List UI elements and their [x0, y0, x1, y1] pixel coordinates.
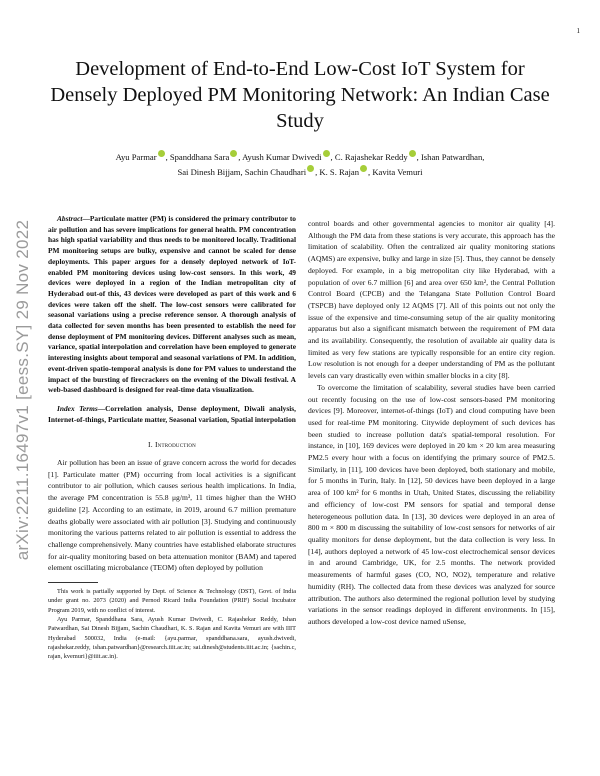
right-column [308, 218, 555, 628]
author-name: Ishan Patwardhan, [420, 152, 485, 162]
orcid-icon[interactable] [409, 150, 416, 157]
funding-footnote: This work is partially supported by Dept. of Science & Technology (DST), Govt. of India under grant no. 2073 (2020) and Pernod Ricard India Foundation (PRIF) Social Incubator Program 2019, with no conflict of interest. [48, 588, 296, 614]
affiliation-footnote: Ayu Parmar, Spanddhana Sara, Ayush Kumar Dwivedi, C. Rajashekar Reddy, Ishan Patwardhan, Sai Dinesh Bijjam, Sachin Chaudhari, K. S. Rajan and Kavita Vemuri are with IIIT Hyderabad 500032, India (e-mail: {ayu.parmar, spanddhana.sara, ayush.dwivedi, rajashekar.reddy, ishan.patwardhan}@research.iiit.ac.in; sai.dinesh@students.iiit.ac.in; {sachin.c, rajan, kvemuri}@iiit.ac.in). [48, 615, 296, 661]
section-title: Introduction [154, 440, 196, 450]
author-name: Ayush Kumar Dwivedi [242, 152, 322, 162]
author-name: C. Rajashekar Reddy [334, 152, 408, 162]
page-number: 1 [576, 27, 580, 35]
section-heading-introduction [48, 439, 296, 451]
author-name: K. S. Rajan [319, 167, 360, 177]
intro-paragraph: Air pollution has been an issue of grave concern across the world for decades [1]. Particulate matter (PM) occurring from local activities is a significant contributor to air pollution, which causes serious health implications. In India, the average PM concentration is 55.8 μg/m³, 11 times higher than the WHO guideline [2]. According to an estimate, in 2019, around 6.7 million premature deaths globally were associated with air pollution [3]. Studying and continuously monitoring the various patterns related to air pollution is essential to address the challenge comprehensively. Many countries have established elaborate structures for air-quality monitoring based on beta attenuation monitor (BAM) and tapered element oscillating microbalance (TEOM) often deployed by pollution [48, 458, 296, 573]
paper-title: Development of End-to-End Low-Cost IoT System for Densely Deployed PM Monitoring Network: An Indian Case Study [50, 58, 550, 132]
index-terms [48, 404, 296, 425]
left-column [48, 214, 296, 661]
author-line-2: Sai Dinesh Bijjam, Sachin Chaudhari , K. S. Rajan , Kavita Vemuri [177, 167, 423, 177]
author-name: Kavita Vemuri [372, 167, 423, 177]
author-line-1: Ayu Parmar , Spanddhana Sara , Ayush Kumar Dwivedi , C. Rajashekar Reddy , Ishan Patwardhan, [115, 152, 485, 162]
section-numeral: I. [148, 440, 153, 450]
author-name: Ayu Parmar [115, 152, 157, 162]
author-name: Spanddhana Sara [169, 152, 230, 162]
body-paragraph: To overcome the limitation of scalability, several studies have been carried out recently focusing on the use of low-cost sensors-based PM monitoring devices [9]. Moreover, internet-of-things (IoT) and cloud computing have been used for real-time PM monitoring. Citywide deployment of such devices has been studied to increase pollution data's spatial-temporal resolution. For instance, in [10], 169 devices were deployed in 20 km × 20 km area measuring PM2.5 every hour with a focus on identifying the primary source of PM2.5. Similarly, in [11], 100 devices have been deployed, both stationary and mobile, for 5 months in Turin, Italy. In [12], 50 devices have been deployed in a large area of 100 km² for 6 months in Utah, United States, discussing the reliability and efficiency of low-cost PM sensors for spatial and temporal dense heterogeneous pollution data. In [13], 30 devices were deployed in an area of 800 m × 800 m discussing the suitability of low-cost sensors for networks of air quality monitors for dense deployment, but the data collection is very less. In [14], authors deployed a network of 45 low-cost electrochemical sensor devices in and around Cambridge, UK, for 2.5 months. The network provided measurements of harmful gases (CO, NO, NO2), temperature and relative humidity (RH). The collected data from these devices was analyzed for source attribution. The authors also determined the regional pollution level by studying variations in the sensor readings deployed in different environments. In [15], authors developed a low-cost device named uSense, [308, 382, 555, 626]
abstract [48, 214, 296, 396]
orcid-icon[interactable] [307, 165, 314, 172]
orcid-icon[interactable] [323, 150, 330, 157]
footnote-divider [48, 582, 98, 583]
index-terms-lead: Index Terms [57, 403, 98, 413]
body-paragraph: control boards and other governmental agencies to monitor air quality [4]. Although the PM data from these stations is very accurate, this approach has the limitation of scalability. Often the centralized air quality monitoring stations (AQMS) are expensive, bulky and large in size [5]. Thus, they cannot be densely deployed. For example, in a big metropolitan city like Hyderabad, with a population of over 6.7 million [6] and area over 650 km², the Central Pollution Control Board (CPCB) and the Telangana State Pollution Control Board (TSPCB) have deployed only 12 AQMS [7]. All of this points out not only the issue of the expensive and time-consuming setup of the air quality monitoring apparatus but also a significant mismatch between the requirement of PM data and its availability. Consequently, the resolution of available air quality data is limited as very few stations are typically responsible for an entire city region. Low resolution is not enough for a deeper understanding of PM as the pollutant levels can vary drastically even within smaller blocks in a city [8]. [308, 219, 555, 381]
orcid-icon[interactable] [230, 150, 237, 157]
arxiv-identifier[interactable]: arXiv:2211.16497v1 [eess.SY] 29 Nov 2022 [13, 219, 32, 561]
orcid-icon[interactable] [158, 150, 165, 157]
author-name: Sai Dinesh Bijjam, Sachin Chaudhari [177, 167, 307, 177]
orcid-icon[interactable] [360, 165, 367, 172]
index-terms-text: —Correlation analysis, Dense deployment, Diwali analysis, Internet-of-things, Particulate matter, Seasonal variation, Spatial interpolation [48, 403, 297, 424]
author-list [40, 150, 560, 180]
abstract-text: —Particulate matter (PM) is considered the primary contributor to air pollution and has severe implications for general health. PM concentration has high spatial variability and thus needs to be monitored locally. Traditional PM monitoring setups are bulky, expensive and cannot be scaled for dense deployments. This paper argues for a densely deployed network of IoT-enabled PM monitoring devices using low-cost sensors. In this work, 49 devices were deployed in a region of the Indian metropolitan city of Hyderabad out-of this, 43 devices were developed as part of this work and 6 devices were taken off the shelf. The low-cost sensors were calibrated for seasonal variations using a precise reference sensor. A thorough analysis of data collected for seven months has been presented to establish the need for dense deployment of PM monitoring devices. Different analyses such as mean, variance, spatial interpolation and correlation have been employed to generate interesting insights about temporal and seasonal variations of PM. In addition, event-driven spatio-temporal analysis is done for PM values to understand the impact of the bursting of firecrackers on the evening of the Diwali festival. A web-based dashboard is designed for real-time data visualization. [48, 214, 296, 395]
abstract-lead: Abstract [57, 214, 83, 223]
